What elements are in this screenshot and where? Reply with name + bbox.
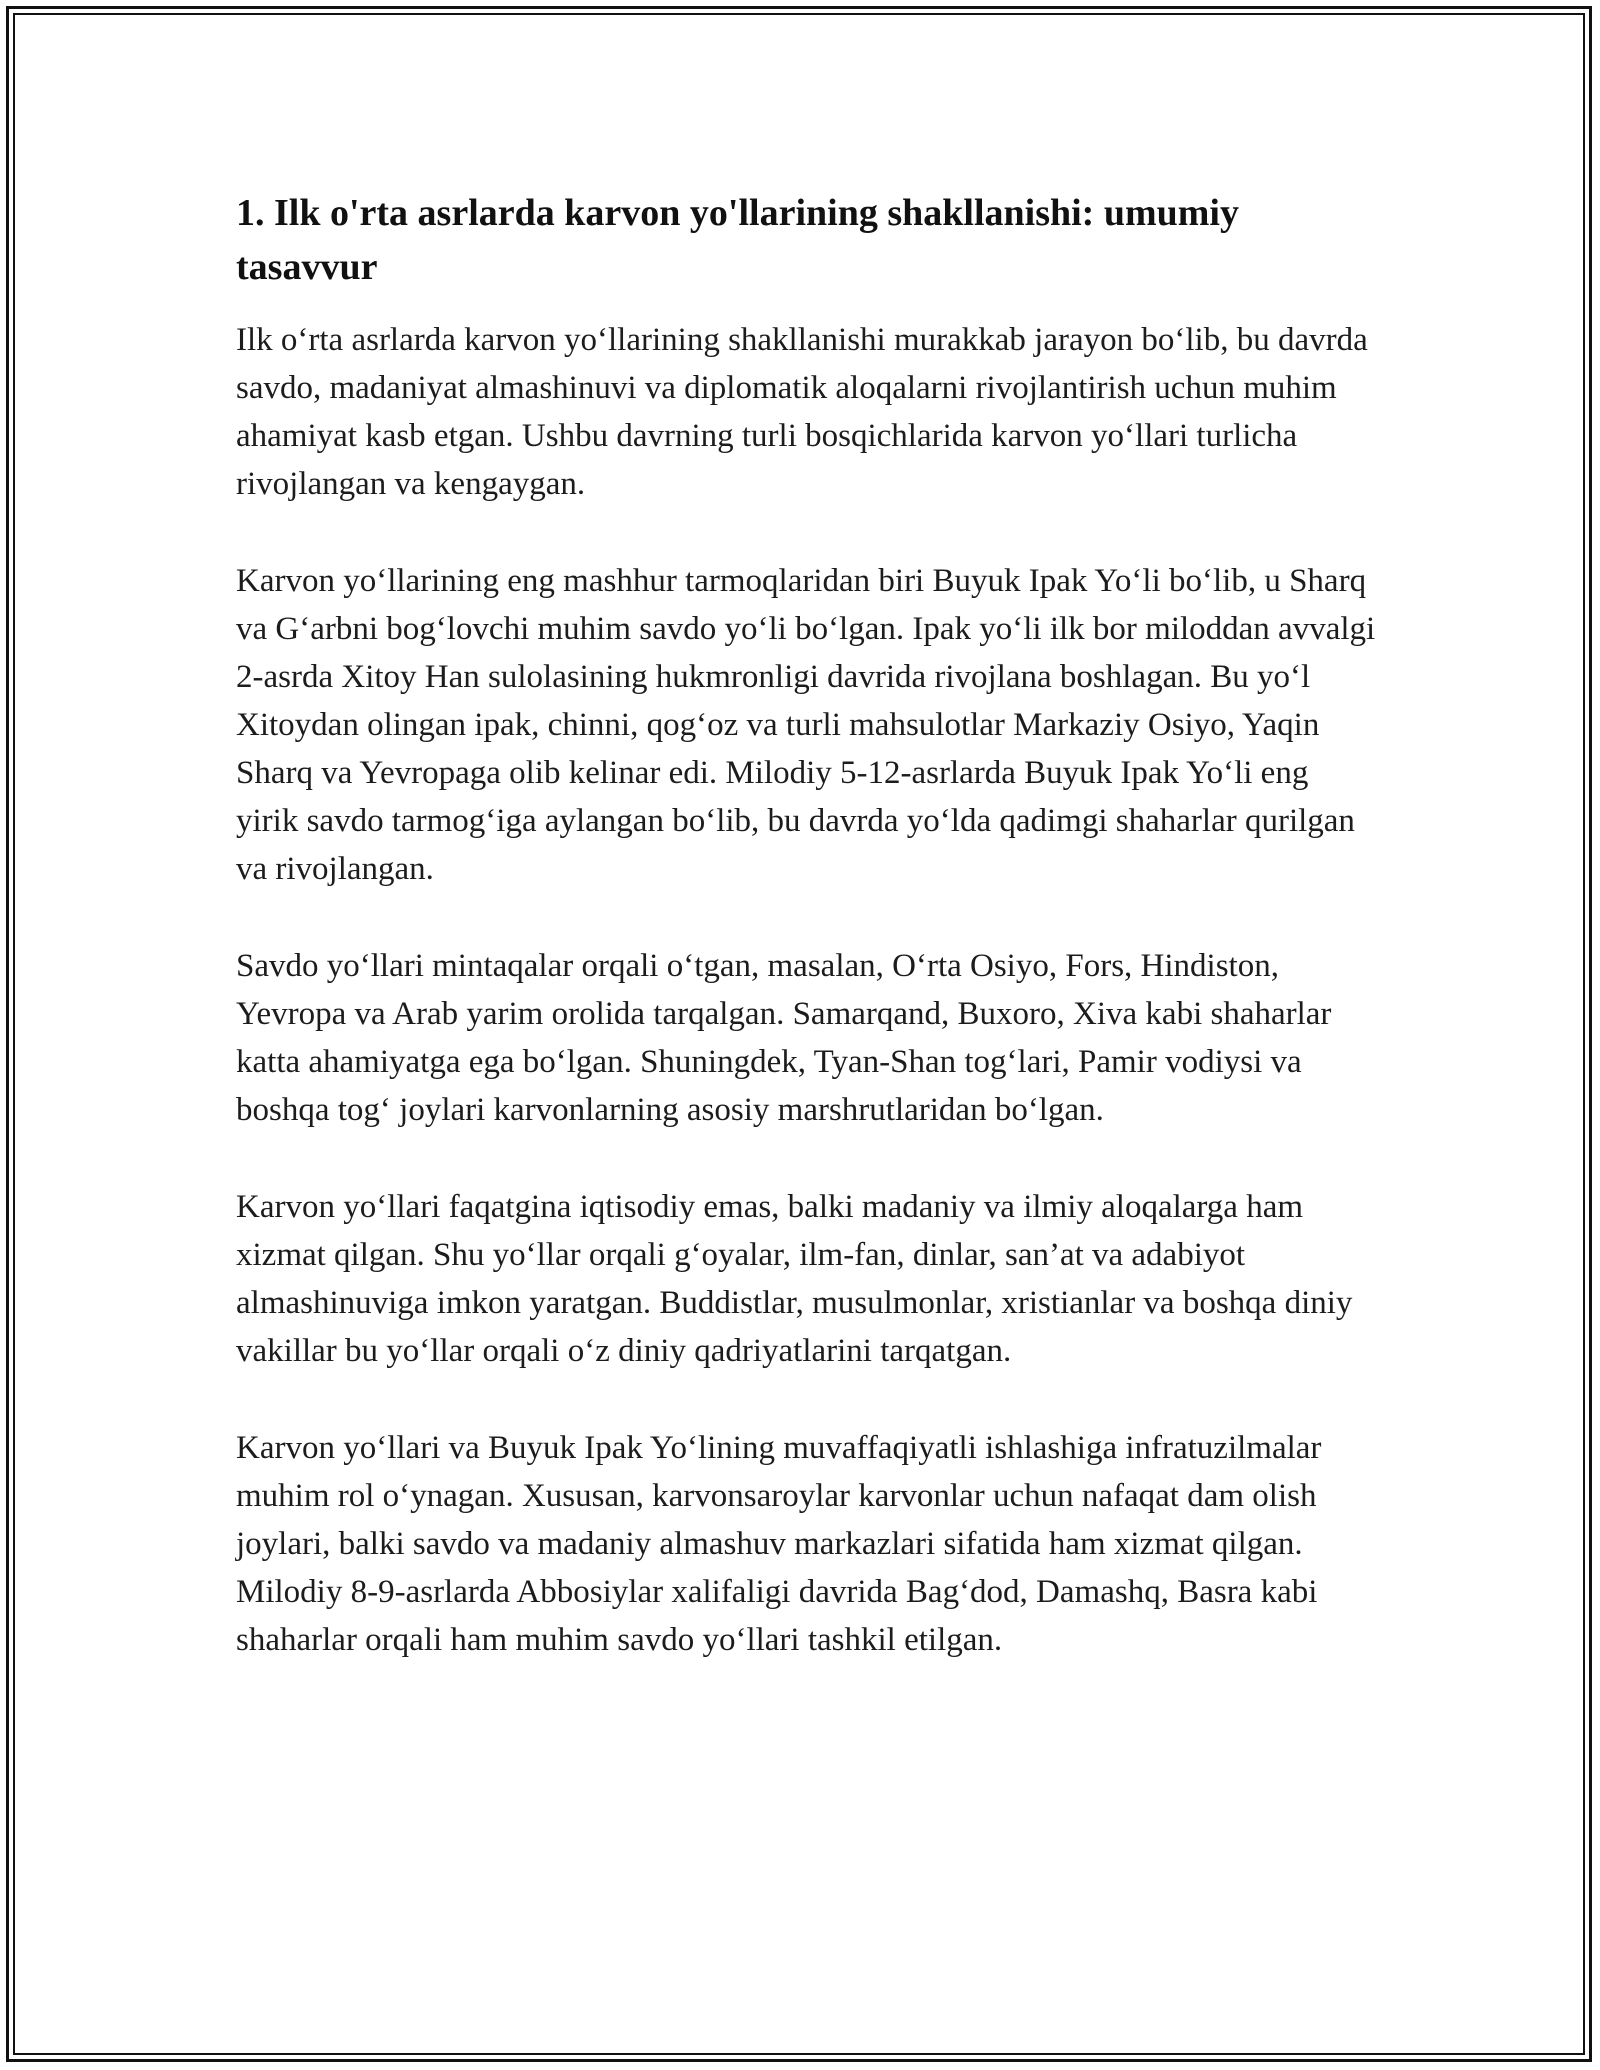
paragraph-silk-road: Karvon yo‘llarining eng mashhur tarmoqlaridan biri Buyuk Ipak Yo‘li bo‘lib, u Sharq va G‘arbni bog‘lovchi muhim savdo yo‘li bo‘lgan. Ipak yo‘li ilk bor miloddan avvalgi 2-asrda Xitoy Han sulolasining hukmronligi davrida rivojlana boshlagan. Bu yo‘l Xitoydan olingan ipak, chinni, qog‘oz va turli mahsulotlar Markaziy Osiyo, Yaqin Sharq va Yevropaga olib kelinar edi. Milodiy 5-12-asrlarda Buyuk Ipak Yo‘li eng yirik savdo tarmog‘iga aylangan bo‘lib, bu davrda yo‘lda qadimgi shaharlar qurilgan va rivojlangan.	[236, 563, 1376, 887]
document-body	[236, 186, 1376, 1664]
paragraph-cultural-exchange: Karvon yo‘llari faqatgina iqtisodiy emas, balki madaniy va ilmiy aloqalarga ham xizmat qilgan. Shu yo‘llar orqali g‘oyalar, ilm-fan, dinlar, san’at va adabiyot almashinuviga imkon yaratgan. Buddistlar, musulmonlar, xristianlar va boshqa diniy vakillar bu yo‘llar orqali o‘z diniy qadriyatlarini tarqatgan.	[236, 1189, 1353, 1369]
paragraph-regions: Savdo yo‘llari mintaqalar orqali o‘tgan, masalan, O‘rta Osiyo, Fors, Hindiston, Yevropa va Arab yarim orolida tarqalgan. Samarqand, Buxoro, Xiva kabi shaharlar katta ahamiyatga ega bo‘lgan. Shuningdek, Tyan-Shan tog‘lari, Pamir vodiysi va boshqa tog‘ joylari karvonlarning asosiy marshrutlaridan bo‘lgan.	[236, 948, 1332, 1128]
section-heading: 1. Ilk o'rta asrlarda karvon yo'llarining shakllanishi: umumiy tasavvur	[236, 192, 1239, 288]
paragraph-infrastructure: Karvon yo‘llari va Buyuk Ipak Yo‘lining muvaffaqiyatli ishlashiga infratuzilmalar muhim rol o‘ynagan. Xususan, karvonsaroylar karvonlar uchun nafaqat dam olish joylari, balki savdo va madaniy almashuv markazlari sifatida ham xizmat qilgan. Milodiy 8-9-asrlarda Abbosiylar xalifaligi davrida Bag‘dod, Damashq, Basra kabi shaharlar orqali ham muhim savdo yo‘llari tashkil etilgan.	[236, 1430, 1322, 1658]
paragraph-intro: Ilk o‘rta asrlarda karvon yo‘llarining shakllanishi murakkab jarayon bo‘lib, bu davrda savdo, madaniyat almashinuvi va diplomatik aloqalarni rivojlantirish uchun muhim ahamiyat kasb etgan. Ushbu davrning turli bosqichlarida karvon yo‘llari turlicha rivojlangan va kengaygan.	[236, 322, 1368, 502]
